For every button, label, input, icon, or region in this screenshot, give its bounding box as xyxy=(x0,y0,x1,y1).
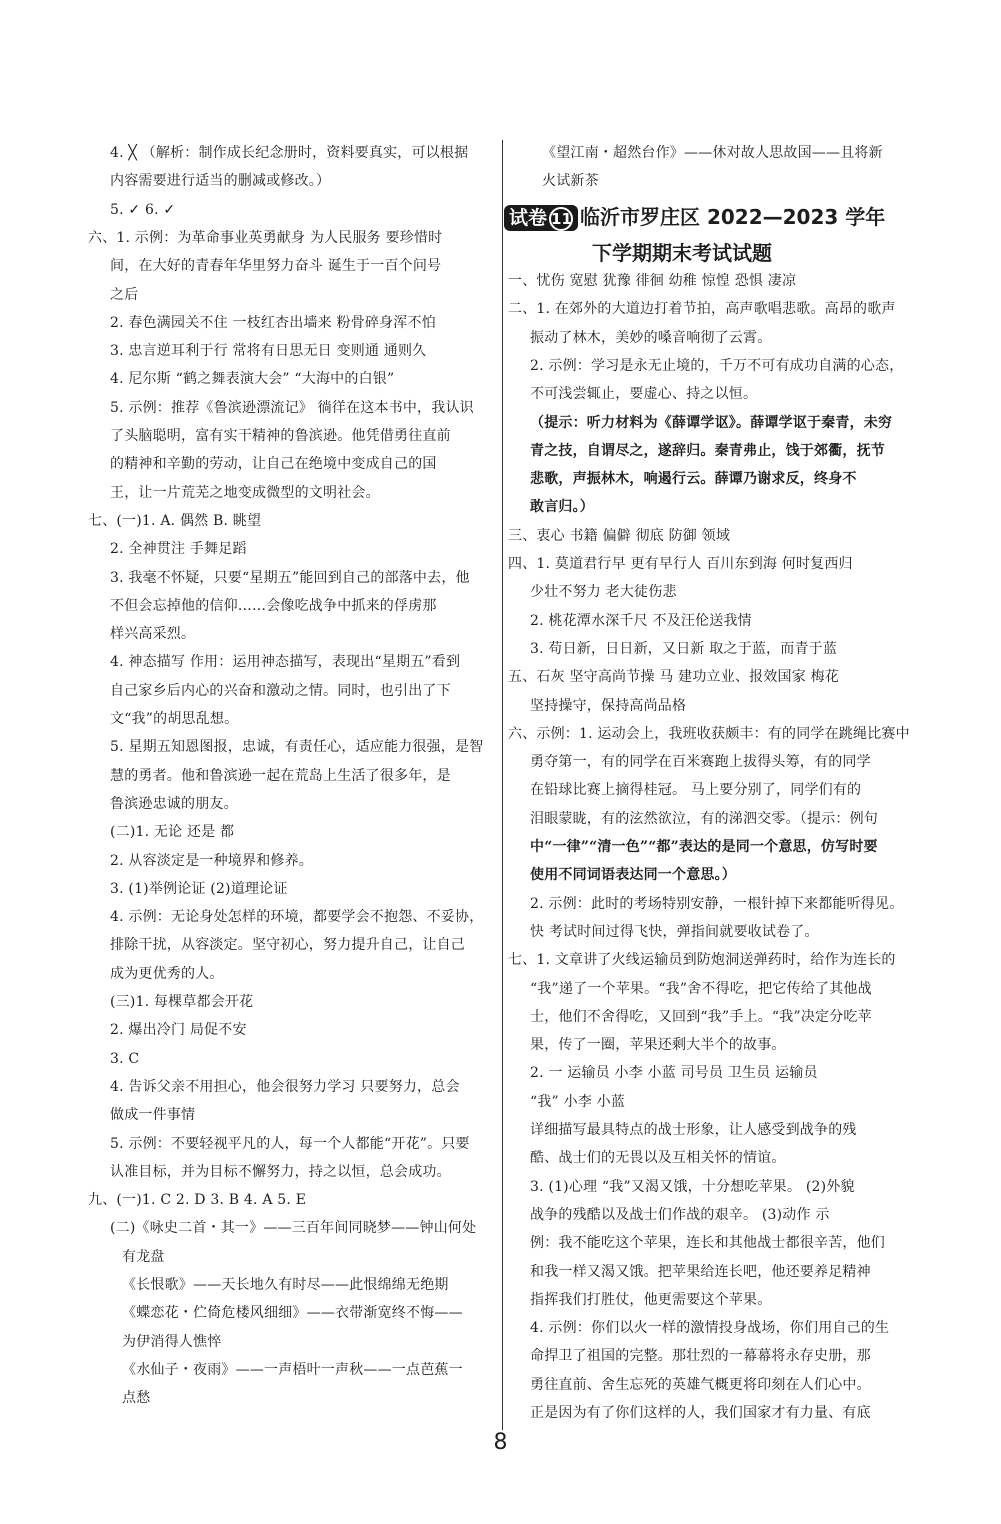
text-line: 九、(一)1. C 2. D 3. B 4. A 5. E xyxy=(88,1192,307,1209)
text-line: 二、1. 在郊外的大道边打着节拍，高声歌唱悲歌。高昂的歌声 xyxy=(508,301,896,318)
text-line: (二)《咏史二首・其一》——三百年间同晓梦——钟山何处 xyxy=(110,1220,477,1237)
text-line: 排除干扰，从容淡定。坚守初心，努力提升自己，让自己 xyxy=(110,937,465,954)
text-line: 不可浅尝辄止，要虚心、持之以恒。 xyxy=(530,386,758,403)
text-line: 火试新茶 xyxy=(542,173,599,190)
text-line: 2. 示例：学习是永无止境的，千万不可有成功自满的心态， xyxy=(530,357,904,374)
text-line: 2. 全神贯注 手舞足蹈 xyxy=(110,541,247,558)
text-line: 使用不同词语表达同一个意思。） xyxy=(530,867,736,884)
text-line: 七、(一)1. A. 偶然 B. 眺望 xyxy=(88,512,262,529)
text-line: 的精神和辛勤的劳动，让自己在绝境中变成自己的国 xyxy=(110,456,437,473)
text-line: 自己家乡后内心的兴奋和激动之情。同时，也引出了下 xyxy=(110,682,451,699)
text-line: 例：我不能吃这个苹果，连长和其他战士都很辛苦，他们 xyxy=(530,1235,885,1252)
text-line: 4. 尼尔斯 “鹤之舞表演大会” “大海中的白银” xyxy=(110,371,395,388)
text-line: 3. 苟日新，日日新，又日新 取之于蓝，而青于蓝 xyxy=(530,640,838,657)
column-divider xyxy=(502,140,503,1430)
text-line: 坚持操守，保持高尚品格 xyxy=(530,697,687,714)
exam-badge-label: 试卷 xyxy=(509,207,548,229)
text-line: 勇往直前、舍生忘死的英雄气概更将印刻在人们心中。 xyxy=(530,1376,871,1393)
text-line: 2. 示例：此时的考场特别安静，一根针掉下来都能听得见。 xyxy=(530,895,904,912)
text-line: 为伊消得人憔悴 xyxy=(122,1333,222,1350)
text-line: 酷、战士们的无畏以及互相关怀的情谊。 xyxy=(530,1150,786,1167)
text-line: 5. 示例：不要轻视平凡的人，每一个人都能“开花”。只要 xyxy=(110,1135,470,1152)
text-line: 3. 我毫不怀疑，只要“星期五”能回到自己的部落中去，他 xyxy=(110,569,470,586)
text-line: 做成一件事情 xyxy=(110,1107,196,1124)
text-line: 3. 忠言逆耳利于行 常将有日思无日 变则通 通则久 xyxy=(110,343,427,360)
text-line: 泪眼蒙眬，有的泫然欲泣，有的涕泗交零。（提示：例句 xyxy=(530,810,878,827)
text-line: 慧的勇者。他和鲁滨逊一起在荒岛上生活了很多年，是 xyxy=(110,767,451,784)
text-line: 2. 春色满园关不住 一枝红杏出墙来 粉骨碎身浑不怕 xyxy=(110,314,436,331)
text-line: (三)1. 每棵草都会开花 xyxy=(110,994,254,1010)
text-line: （提示：听力材料为《薛谭学讴》。薛谭学讴于秦青，未穷 xyxy=(530,414,893,431)
text-line: “我” 小李 小蓝 xyxy=(530,1093,626,1110)
text-line: 正是因为有了你们这样的人，我们国家才有力量、有底 xyxy=(530,1405,871,1421)
text-line: 快 考试时间过得飞快，弹指间就要收试卷了。 xyxy=(530,923,819,940)
text-line: 《望江南・超然台作》——休对故人思故国——且将新 xyxy=(542,145,883,161)
exam-title-line1: 临沂市罗庄区 2022—2023 学年 xyxy=(580,205,886,229)
text-line: 中“一律”“清一色”“都”表达的是同一个意思，仿写时要 xyxy=(530,839,878,855)
text-line: 文“我”的胡思乱想。 xyxy=(110,711,239,727)
text-line: 之后 xyxy=(110,286,139,303)
text-line: 了头脑聪明，富有实干精神的鲁滨逊。他凭借勇往直前 xyxy=(110,428,451,444)
text-line: 认准目标，并为目标不懈努力，持之以恒，总会成功。 xyxy=(110,1163,451,1180)
text-line: 七、1. 文章讲了火线运输员到防炮洞送弹药时，给作为连长的 xyxy=(508,952,896,969)
text-line: 5. 星期五知恩图报，忠诚，有责任心，适应能力很强，是智 xyxy=(110,739,484,756)
text-line: 果，传了一圈，苹果还剩大半个的故事。 xyxy=(530,1037,786,1054)
text-line: 王，让一片荒芜之地变成微型的文明社会。 xyxy=(110,484,380,501)
text-line: 在铅球比赛上摘得桂冠。 马上要分别了，同学们有的 xyxy=(530,782,862,799)
text-line: 振动了林木，美妙的嗓音响彻了云霄。 xyxy=(530,329,772,346)
text-line: 4. 神态描写 作用：运用神态描写，表现出“星期五”看到 xyxy=(110,654,461,671)
text-line: 敢言归。） xyxy=(530,499,594,516)
exam-title xyxy=(504,204,885,231)
exam-badge-number: 11 xyxy=(549,207,573,231)
exam-badge xyxy=(504,205,578,231)
text-line: 四、1. 莫道君行早 更有早行人 百川东到海 何时复西归 xyxy=(508,556,853,572)
text-line: 不但会忘掉他的信仰……会像吃战争中抓来的俘虏那 xyxy=(110,597,437,614)
text-line: 六、示例：1. 运动会上，我班收获颇丰：有的同学在跳绳比赛中 xyxy=(508,725,910,742)
text-line: 青之技，自谓尽之，遂辞归。秦青弗止，饯于郊衢，抚节 xyxy=(530,442,885,459)
text-line: “我”递了一个苹果。“我”舍不得吃，把它传给了其他战 xyxy=(530,980,872,997)
text-line: 5. 示例：推荐《鲁滨逊漂流记》 徜徉在这本书中，我认识 xyxy=(110,399,474,416)
text-line: 六、1. 示例：为革命事业英勇献身 为人民服务 要珍惜时 xyxy=(88,229,443,246)
text-line: 2. 桃花潭水深千尺 不及汪伦送我情 xyxy=(530,612,752,629)
text-line: 2. 一 运输员 小李 小蓝 司号员 卫生员 运输员 xyxy=(530,1065,818,1082)
exam-title-line2: 下学期期末考试试题 xyxy=(592,241,772,265)
text-line: 命捍卫了祖国的完整。那壮烈的一幕幕将永存史册，那 xyxy=(530,1348,871,1365)
text-line: 成为更优秀的人。 xyxy=(110,965,224,982)
text-line: 3. (1)举例论证 (2)道理论证 xyxy=(110,880,288,897)
text-line: 《蝶恋花・伫倚危楼风细细》——衣带渐宽终不悔—— xyxy=(122,1305,463,1322)
text-line: 内容需要进行适当的删减或修改。） xyxy=(110,173,331,190)
text-line: 间，在大好的青春年华里努力奋斗 诞生于一百个问号 xyxy=(110,258,442,275)
text-line: 鲁滨逊忠诚的朋友。 xyxy=(110,795,238,812)
text-line: 有龙盘 xyxy=(122,1248,165,1265)
text-line: 三、衷心 书籍 偏僻 彻底 防御 领域 xyxy=(508,527,731,544)
text-line: 指挥我们打胜仗，他更需要这个苹果。 xyxy=(530,1291,772,1308)
text-line: 勇夺第一，有的同学在百米赛跑上拔得头筹，有的同学 xyxy=(530,754,871,771)
text-line: 悲歌，声振林木，响遏行云。薛谭乃谢求反，终身不 xyxy=(530,471,857,488)
text-line: 3. (1)心理 “我”又渴又饿，十分想吃苹果。 (2)外貌 xyxy=(530,1178,855,1195)
text-line: 《长恨歌》——天长地久有时尽——此恨绵绵无绝期 xyxy=(122,1277,449,1293)
text-line: 少壮不努力 老大徒伤悲 xyxy=(530,584,677,601)
text-line: 战争的残酷以及战士们作战的艰辛。 (3)动作 示 xyxy=(530,1206,830,1223)
text-line: 4. 示例：无论身处怎样的环境，都要学会不抱怨、不妥协， xyxy=(110,909,484,926)
text-line: 5. ✓ 6. ✓ xyxy=(110,201,176,218)
text-line: 4. 示例：你们以火一样的激情投身战场，你们用自己的生 xyxy=(530,1320,890,1337)
text-line: 样兴高采烈。 xyxy=(110,626,196,643)
text-line: 4. ╳ （解析：制作成长纪念册时，资料要真实，可以根据 xyxy=(110,145,469,161)
text-line: 和我一样又渴又饿。把苹果给连长吧，他还要养足精神 xyxy=(530,1263,871,1280)
text-line: 详细描写最具特点的战士形象，让人感受到战争的残 xyxy=(530,1122,857,1138)
text-line: 2. 从容淡定是一种境界和修养。 xyxy=(110,852,314,869)
text-line: 点愁 xyxy=(122,1390,151,1407)
page-number: 8 xyxy=(493,1430,508,1455)
text-line: 4. 告诉父亲不用担心，他会很努力学习 只要努力，总会 xyxy=(110,1078,460,1095)
text-line: 士，他们不舍得吃，又回到“我”手上。“我”决定分吃苹 xyxy=(530,1008,872,1025)
text-line: 《水仙子・夜雨》——一声梧叶一声秋——一点芭蕉一 xyxy=(122,1361,463,1378)
text-line: 3. C xyxy=(110,1050,140,1067)
text-line: 2. 爆出冷门 局促不安 xyxy=(110,1022,247,1039)
text-line: 一、忧伤 宽慰 犹豫 徘徊 幼稚 惊惶 恐惧 凄凉 xyxy=(508,273,797,289)
text-line: 五、石灰 坚守高尚节操 马 建功立业、报效国家 梅花 xyxy=(508,669,839,686)
text-line: (二)1. 无论 还是 都 xyxy=(110,824,235,841)
